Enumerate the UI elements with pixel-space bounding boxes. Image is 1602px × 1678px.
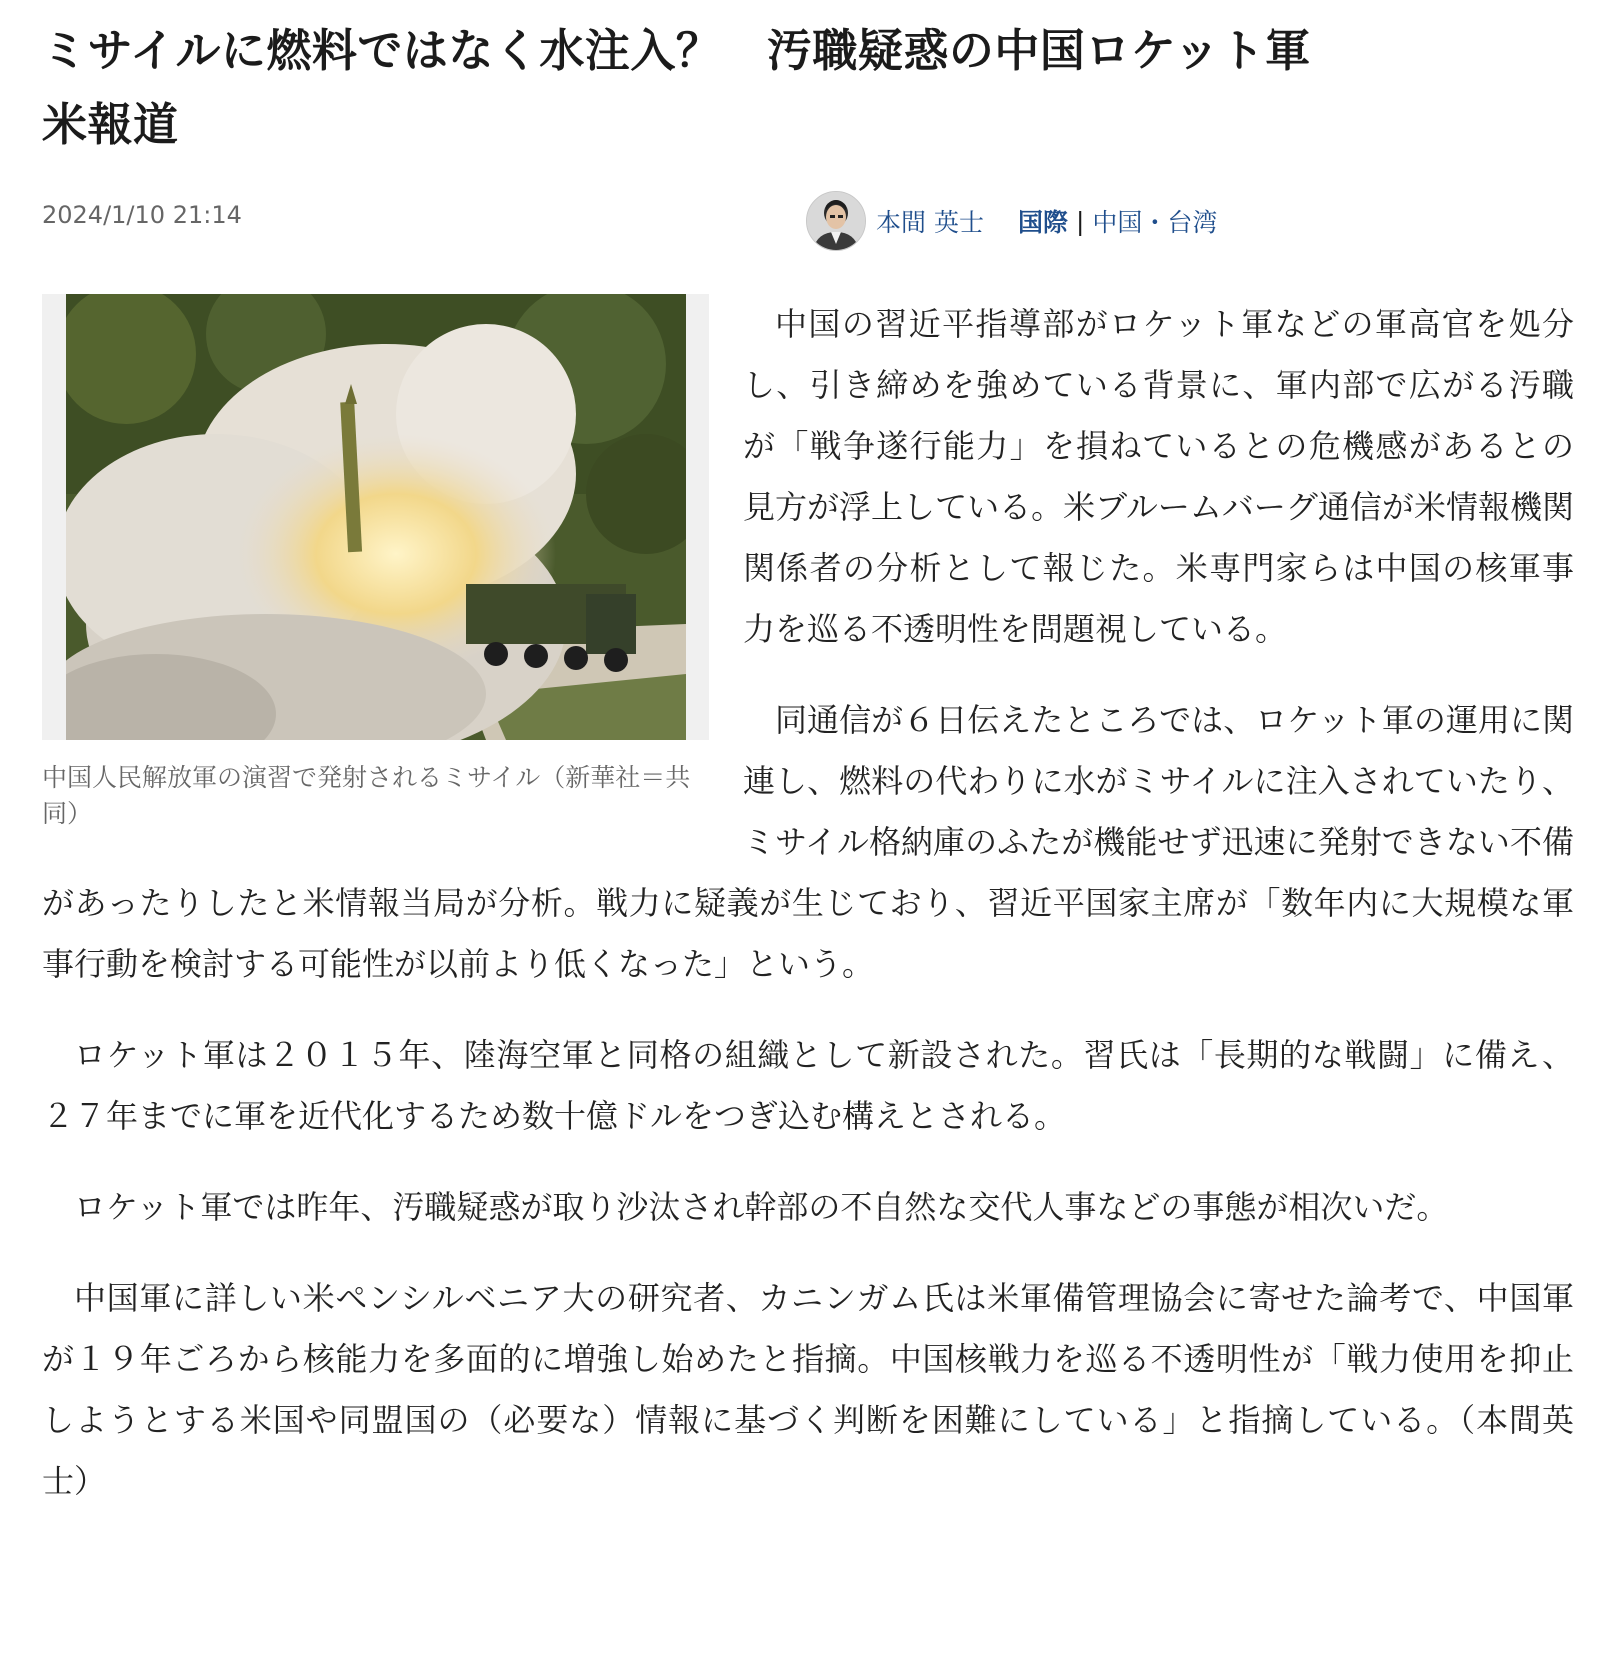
article-headline	[42, 14, 1562, 162]
headline-line-1: ミサイルに燃料ではなく水注入？ 汚職疑惑の中国ロケット軍	[42, 24, 1311, 77]
missile-launch-photo	[66, 294, 686, 740]
paragraph-3: ロケット軍は２０１５年、陸海空軍と同格の組織として新設された。習氏は「長期的な戦闘」に備え、２７年までに軍を近代化するため数十億ドルをつぎ込む構えとされる。	[42, 1036, 1574, 1135]
category-separator: |	[1075, 206, 1085, 236]
article-photo[interactable]	[42, 294, 709, 740]
category-link-main[interactable]: 国際	[1017, 208, 1068, 237]
paragraph-2: 同通信が６日伝えたところでは、ロケット軍の運用に関連し、燃料の代わりに水がミサイルに注入されていたり、ミサイル格納庫のふたが機能せず迅速に発射できない不備があったりしたと米情報当局が分析。戦力に疑義が生じており、習近平国家主席が「数年内に大規模な軍事行動を検討する可能性が以前より低くなった」という。	[42, 701, 1574, 983]
paragraph-5: 中国軍に詳しい米ペンシルベニア大の研究者、カニンガム氏は米軍備管理協会に寄せた論考で、中国軍が１９年ごろから核能力を多面的に増強し始めたと指摘。中国核戦力を巡る不透明性が「戦力使用を抑止しようとする米国や同盟国の（必要な）情報に基づく判断を困難にしている」と指摘している。（本間英士）	[42, 1279, 1574, 1500]
author-link[interactable]: 本間 英士	[876, 208, 984, 237]
author-photo-icon	[807, 192, 865, 250]
publish-timestamp: 2024/1/10 21:14	[42, 201, 242, 229]
paragraph-4: ロケット軍では昨年、汚職疑惑が取り沙汰され幹部の不自然な交代人事などの事態が相次いだ。	[74, 1188, 1449, 1226]
paragraph-1: 中国の習近平指導部がロケット軍などの軍高官を処分し、引き締めを強めている背景に、軍内部で広がる汚職が「戦争遂行能力」を損ねているとの危機感があるとの見方が浮上している。米ブルームバーグ通信が米情報機関関係者の分析として報じた。米専門家らは中国の核軍事力を巡る不透明性を問題視している。	[743, 305, 1574, 648]
category-link-sub[interactable]: 中国・台湾	[1092, 208, 1218, 237]
author-avatar[interactable]	[806, 191, 866, 251]
byline	[806, 190, 1217, 252]
article-body	[42, 294, 1574, 1542]
headline-line-2: 米報道	[42, 98, 179, 151]
photo-caption: 中国人民解放軍の演習で発射されるミサイル（新華社＝共同）	[42, 763, 691, 828]
article-figure	[42, 294, 709, 832]
